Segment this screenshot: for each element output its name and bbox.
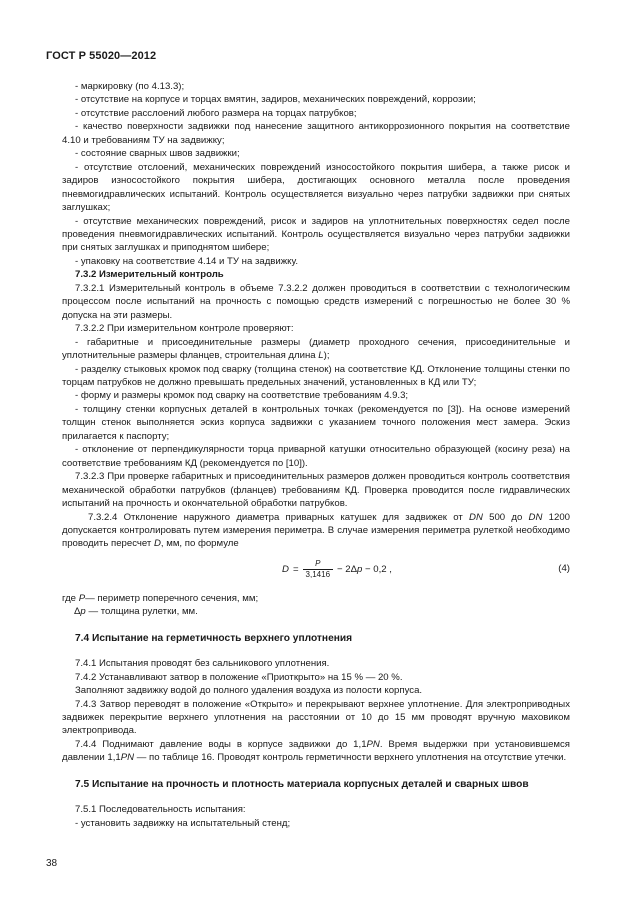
- formula-rest: [337, 563, 392, 576]
- fraction-numerator: P: [315, 558, 321, 568]
- list-item: [62, 336, 570, 363]
- list-item: - толщину стенки корпусных деталей в контрольных точках (рекомендуется по [3]). На основе измерений толщин стенок выполняется эскиз корпуса задвижки с указанием точного положения мест замера. Эскиз прилагается к паспорту;: [62, 403, 570, 442]
- paragraph-7-4-3: 7.4.3 Затвор переводят в положение «Открыто» и перекрывают верхнее уплотнение. Для электроприводных задвижек перекрытие верхнего уплотнения на расстоянии от 10 до 15 мм проводят вручную маховиком электропривода.: [62, 698, 570, 737]
- formula-text: − 2Δ: [337, 563, 358, 575]
- paragraph-text: 7.3.2.4 Отклонение наружного диаметра приварных катушек для задвижек от: [88, 511, 470, 523]
- paragraph-7-5-1: 7.5.1 Последовательность испытания:: [75, 804, 246, 816]
- paragraph-7-3-2-4: [62, 511, 570, 551]
- formula-text: − 0,2 ,: [362, 563, 392, 575]
- list-item: - отсутствие отслоений, механических повреждений износостойкого покрытия шибера, а также рисок и задиров износостойкого покрытия шибера, достигающих основного металла после проведения пневмогидравлических испытаний. Контроль осуществляется визуально через патрубки задвижки при снятых заглушках;: [62, 161, 570, 214]
- legend-text: где: [62, 592, 77, 604]
- list-item: - качество поверхности задвижки под нанесение защитного антикоррозионного покрытия на соответствие 4.10 и требованиям ТУ на задвижку;: [62, 121, 570, 146]
- legend-text: — толщина рулетки, мм.: [88, 606, 198, 618]
- section-title-7-5: 7.5 Испытание на прочность и плотность материала корпусных деталей и сварных швов: [75, 778, 529, 790]
- list-item: - отсутствие механических повреждений, рисок и задиров на уплотнительных поверхностях седел после проведения пневмогидравлических испытаний. Контроль осуществляется визуально через патрубки задвижки при снятых заглушках и приподнятом шибере;: [62, 215, 570, 254]
- list-item: - состояние сварных швов задвижки;: [75, 148, 240, 160]
- paragraph-7-4-4: [62, 738, 570, 765]
- variable-P: P: [78, 592, 86, 604]
- variable-PN: PN: [120, 752, 135, 764]
- legend-row: [62, 605, 570, 618]
- list-item: - отсутствие на корпусе и торцах вмятин, задиров, механических повреждений, коррозии;: [75, 94, 476, 106]
- subsection-title-7-3-2: 7.3.2 Измерительный контроль: [75, 269, 224, 281]
- list-item-text: );: [323, 350, 330, 362]
- paragraph-text: 7.4.4 Поднимают давление воды в корпусе задвижки до 1,1: [75, 738, 367, 750]
- fraction-denominator: 3,1416: [303, 569, 333, 580]
- paragraph-7-3-2-2: 7.3.2.2 При измерительном контроле проверяют:: [75, 323, 294, 335]
- formula-expression: [282, 559, 392, 580]
- variable-DN: DN: [469, 511, 483, 523]
- list-item: - разделку стыковых кромок под сварку (толщина стенок) на соответствие КД. Отклонение толщины стенки по торцам патрубков не должно превышать предельных значений, установленных в КД или ТУ;: [62, 363, 570, 388]
- list-item: - отсутствие расслоений любого размера на торцах патрубков;: [75, 107, 357, 119]
- formula-fraction: [303, 559, 333, 580]
- section-title-7-4: 7.4 Испытание на герметичность верхнего уплотнения: [75, 632, 353, 644]
- paragraph-7-4-2: 7.4.2 Устанавливают затвор в положение «Приоткрыто» на 15 % — 20 %.: [75, 671, 403, 683]
- list-item-text: - габаритные и присоединительные размеры (диаметр проходного сечения, присоединительные и уплотнительные размеры фланцев, строительная длина: [62, 336, 570, 362]
- variable-L: L: [318, 350, 324, 362]
- variable-D: D: [153, 538, 161, 550]
- variable-PN: PN: [366, 738, 380, 750]
- formula-4: [62, 552, 570, 592]
- list-item: - отклонение от перпендикулярности торца приварной катушки относительно образующей (косину реза) на соответствие требованиям КД (рекомендуется по [10]).: [62, 444, 570, 469]
- paragraph: Заполняют задвижку водой до полного удаления воздуха из полости корпуса.: [75, 685, 423, 697]
- list-item: - упаковку на соответствие 4.14 и ТУ на задвижку.: [75, 255, 298, 267]
- list-item: - установить задвижку на испытательный стенд;: [75, 817, 291, 829]
- paragraph-7-4-1: 7.4.1 Испытания проводят без сальникового уплотнения.: [75, 658, 330, 670]
- paragraph-text: — по таблице 16. Проводят контроль герметичности верхнего уплотнения на отсутствие утечки.: [134, 752, 567, 764]
- paragraph-text: , мм, по формуле: [160, 538, 239, 550]
- equation-number: (4): [558, 562, 570, 574]
- legend-text: Δ: [74, 606, 81, 618]
- variable-p: p: [357, 563, 363, 575]
- list-item: - форму и размеры кромок под сварку на соответствие требованиям 4.9.3;: [75, 390, 409, 402]
- paragraph-text: 1200 допускается контролировать путем измерения периметра. В случае измерения периметра рулеткой необходимо проводить пересчет: [62, 511, 570, 550]
- document-body: [62, 80, 570, 830]
- paragraph-7-3-2-1: 7.3.2.1 Измерительный контроль в объеме 7.3.2.2 должен проводиться в соответствии с технологическим процессом после испытаний на прочность с помощью средств измерений с погрешностью не более 30 % допуска на эти размеры.: [62, 282, 570, 321]
- formula-lhs: D: [282, 563, 289, 575]
- variable-DN: DN: [528, 511, 543, 523]
- variable-p: p: [80, 606, 86, 618]
- paragraph-text: 500 до: [482, 511, 529, 523]
- paragraph-text: . Время выдержки при установившемся давлении 1,1: [62, 738, 570, 764]
- paragraph-7-3-2-3: 7.3.2.3 При проверке габаритных и присоединительных размеров должен проводиться контроль соответствия механической обработки патрубков (фланцев) требованиям КД. Проверка проводится после гидравлических испытаний на прочность и окончательной обработки патрубков.: [62, 471, 570, 510]
- list-item: - маркировку (по 4.13.3);: [75, 81, 185, 92]
- legend-row: [62, 592, 570, 605]
- document-header: ГОСТ Р 55020—2012: [46, 50, 157, 62]
- page-number: 38: [46, 858, 58, 869]
- formula-equals: =: [292, 563, 299, 575]
- legend-text: — периметр поперечного сечения, мм;: [85, 592, 259, 604]
- formula-legend: [62, 592, 570, 619]
